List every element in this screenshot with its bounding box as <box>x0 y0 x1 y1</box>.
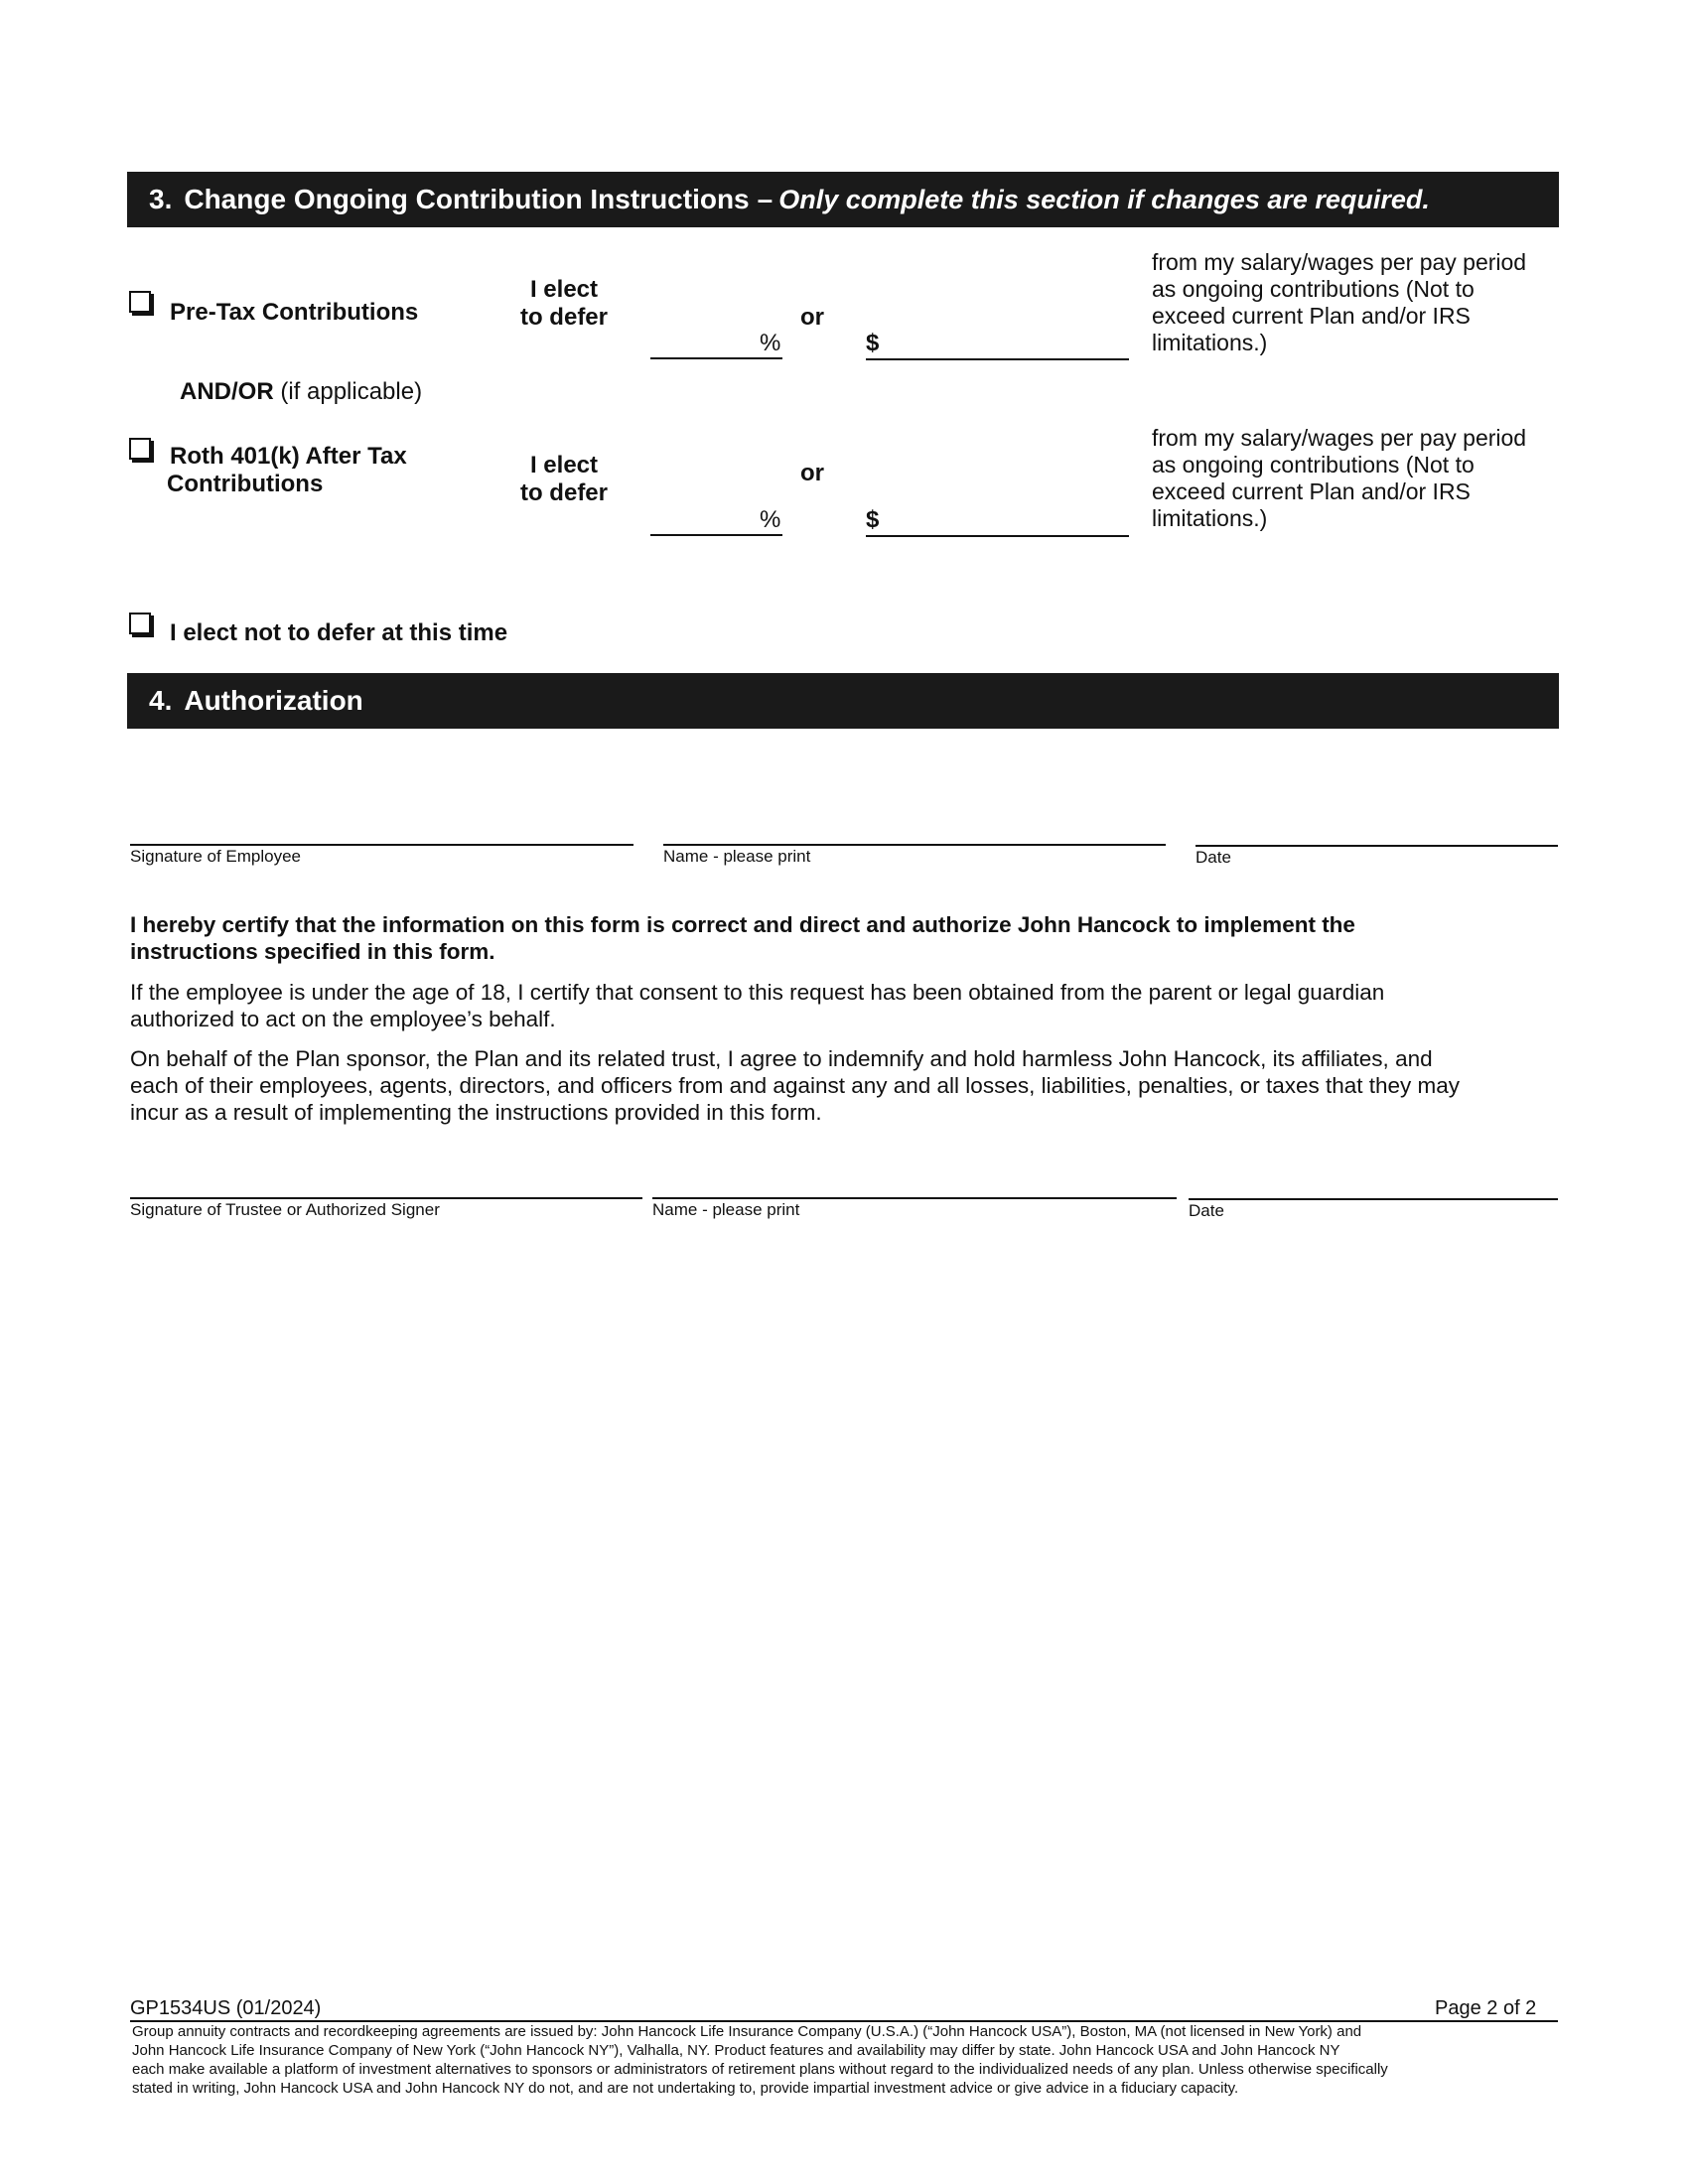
pretax-elect-line1: I elect <box>529 276 599 303</box>
trustee-date-label: Date <box>1189 1201 1224 1220</box>
page-number: Page 2 of 2 <box>1435 1997 1537 2019</box>
employee-date-label: Date <box>1196 848 1231 867</box>
certify-line2: instructions specified in this form. <box>130 939 495 964</box>
minor-line1: If the employee is under the age of 18, I certify that consent to this request has been obtained from the parent or legal guardian <box>130 980 1385 1005</box>
pretax-dollar-symbol: $ <box>866 330 880 356</box>
indemnify-paragraph <box>130 1045 1460 1126</box>
pretax-elect <box>501 276 627 332</box>
certify-line1: I hereby certify that the information on this form is correct and direct and authorize John Hancock to implement the <box>130 912 1355 937</box>
andor-bold: AND/OR <box>180 378 274 405</box>
no-defer-checkbox[interactable] <box>129 613 151 634</box>
roth-desc-line3: exceed current Plan and/or IRS <box>1152 478 1471 504</box>
roth-percent-symbol: % <box>760 506 781 533</box>
roth-elect-line2: to defer <box>519 479 608 506</box>
trustee-name-label: Name - please print <box>652 1200 800 1219</box>
section-3-header <box>127 172 1559 227</box>
roth-dollar-field[interactable] <box>866 535 1129 537</box>
section-3-number: 3. <box>149 184 173 214</box>
roth-dollar-symbol: $ <box>866 506 880 533</box>
pretax-dollar-field[interactable] <box>866 358 1129 360</box>
trustee-name-field[interactable] <box>652 1197 1177 1199</box>
minor-consent-paragraph <box>130 979 1384 1032</box>
section-3-dash: – <box>757 184 774 214</box>
pretax-label: Pre-Tax Contributions <box>170 299 419 326</box>
pretax-desc-line2: as ongoing contributions (Not to <box>1152 276 1475 302</box>
roth-elect <box>501 452 627 507</box>
footer-line1: Group annuity contracts and recordkeeping agreements are issued by: John Hancock Life Insurance Company (U.S.A.) (“John Hancock USA”), Boston, MA (not licensed in New York) and <box>132 2023 1362 2040</box>
section-4-header <box>127 673 1559 729</box>
pretax-percent-field[interactable] <box>650 357 782 359</box>
trustee-date-field[interactable] <box>1189 1198 1558 1200</box>
roth-or: or <box>800 460 824 486</box>
roth-elect-line1: I elect <box>529 452 599 478</box>
pretax-or: or <box>800 304 824 331</box>
employee-name-label: Name - please print <box>663 847 811 866</box>
roth-desc-line1: from my salary/wages per pay period <box>1152 425 1527 451</box>
andor-rest: (if applicable) <box>273 378 423 405</box>
form-id: GP1534US (01/2024) <box>130 1997 322 2019</box>
section-3-subtitle: Only complete this section if changes are required. <box>778 184 1430 214</box>
roth-percent-field[interactable] <box>650 534 782 536</box>
minor-line2: authorized to act on the employee’s behalf. <box>130 1007 556 1031</box>
pretax-desc-line1: from my salary/wages per pay period <box>1152 249 1527 275</box>
section-4-title: Authorization <box>184 685 363 716</box>
section-3-title: Change Ongoing Contribution Instructions <box>184 184 750 214</box>
roth-label <box>167 443 407 498</box>
employee-signature-field[interactable] <box>130 844 633 846</box>
trustee-signature-field[interactable] <box>130 1197 642 1199</box>
footer-line2: John Hancock Life Insurance Company of New York (“John Hancock NY”), Valhalla, NY. Product features and availability may differ by state. John Hancock USA and John Hancock NY <box>132 2042 1340 2059</box>
footer-line4: stated in writing, John Hancock USA and John Hancock NY do not, and are not undertaking to, provide impartial investment advice or give advice in a fiduciary capacity. <box>132 2080 1239 2097</box>
roth-desc-line4: limitations.) <box>1152 505 1268 531</box>
pretax-elect-line2: to defer <box>519 304 608 331</box>
footer-disclaimer <box>132 2022 1558 2098</box>
trustee-signature-label: Signature of Trustee or Authorized Signer <box>130 1200 440 1219</box>
roth-description <box>1152 425 1526 532</box>
andor-label <box>180 378 422 406</box>
pretax-desc-line4: limitations.) <box>1152 330 1268 355</box>
indemnify-line1: On behalf of the Plan sponsor, the Plan and its related trust, I agree to indemnify and hold harmless John Hancock, its affiliates, and <box>130 1046 1433 1071</box>
pretax-description <box>1152 249 1526 356</box>
roth-checkbox[interactable] <box>129 438 151 460</box>
no-defer-label: I elect not to defer at this time <box>170 619 508 646</box>
indemnify-line2: each of their employees, agents, directors, and officers from and against any and all losses, liabilities, penalties, or taxes that they may <box>130 1073 1461 1098</box>
employee-name-field[interactable] <box>663 844 1166 846</box>
indemnify-line3: incur as a result of implementing the instructions provided in this form. <box>130 1100 822 1125</box>
section-4-number: 4. <box>149 685 173 716</box>
pretax-desc-line3: exceed current Plan and/or IRS <box>1152 303 1471 329</box>
certify-statement <box>130 911 1355 965</box>
roth-desc-line2: as ongoing contributions (Not to <box>1152 452 1475 478</box>
roth-label-line2: Contributions <box>167 471 324 497</box>
pretax-percent-symbol: % <box>760 330 781 356</box>
roth-label-line1: Roth 401(k) After Tax <box>170 443 407 470</box>
pretax-checkbox[interactable] <box>129 291 151 313</box>
footer-line3: each make available a platform of investment alternatives to sponsors or administrators of retirement plans without regard to the individualized needs of any plan. Unless otherwise specifically <box>132 2061 1388 2078</box>
employee-signature-label: Signature of Employee <box>130 847 301 866</box>
employee-date-field[interactable] <box>1196 845 1558 847</box>
